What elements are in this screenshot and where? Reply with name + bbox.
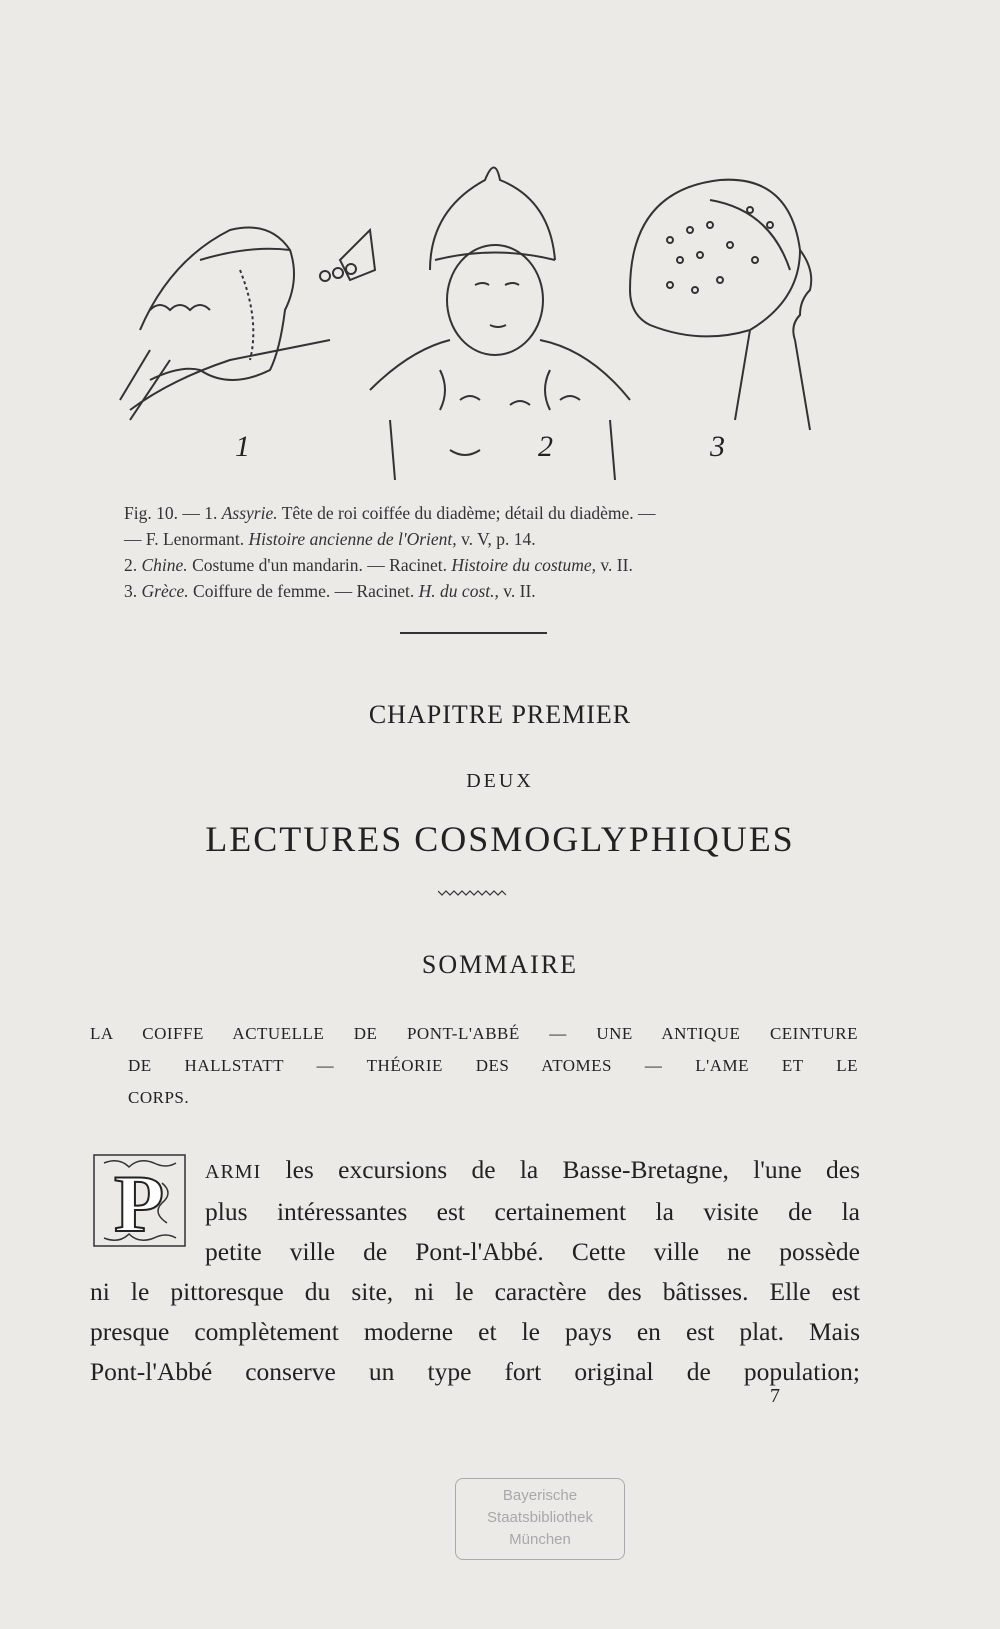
caption-italic: Histoire ancienne de l'Orient, (248, 529, 457, 549)
figure-number-1: 1 (235, 430, 250, 463)
caption-italic: Grèce. (141, 581, 189, 601)
caption-text: — F. Lenormant. (124, 529, 249, 549)
figure-caption (124, 500, 844, 604)
caption-italic: Assyrie. (221, 503, 278, 523)
stamp-line: Bayerische (502, 1487, 578, 1504)
separator-rule (400, 632, 547, 634)
summary-line: LA COIFFE ACTUELLE DE PONT-L'ABBÉ — UNE ANTIQUE CEINTURE (90, 1024, 858, 1043)
body-line: ni le pittoresque du site, ni le caractère des bâtisses. Elle est (90, 1277, 860, 1306)
sommaire-heading: SOMMAIRE (421, 950, 579, 979)
body-line: petite ville de Pont-l'Abbé. Cette ville ne possède (205, 1237, 860, 1266)
stamp-line: Staatsbibliothek (487, 1509, 593, 1526)
caption-line (124, 552, 844, 578)
page-number: 7 (770, 1385, 780, 1407)
figure-number-2: 2 (538, 430, 553, 463)
body-line: presque complètement moderne et le pays en est plat. Mais (90, 1317, 860, 1346)
caption-text: 2. (124, 555, 142, 575)
caption-text: Fig. 10. — 1. (124, 503, 222, 523)
caption-italic: H. du cost., (418, 581, 499, 601)
caption-italic: Chine. (141, 555, 188, 575)
body-line-text: les excursions de la Basse-Bretagne, l'une des (261, 1155, 860, 1184)
caption-text: v. II. (596, 555, 633, 575)
stamp-line: München (509, 1531, 571, 1548)
assyrian-king-head-drawing (120, 228, 375, 421)
figure-illustrations (110, 150, 870, 490)
caption-line (124, 526, 844, 552)
body-paragraph (90, 1150, 860, 1392)
figure-drawing (110, 150, 870, 490)
caption-text: v. II. (498, 581, 536, 601)
chapter-subtitle: DEUX (466, 770, 534, 792)
caption-text: 3. (124, 581, 142, 601)
caption-text: v. V, p. 14. (456, 529, 536, 549)
caption-line (124, 578, 844, 604)
greek-coiffure-drawing (630, 180, 811, 430)
summary-line: CORPS. (128, 1088, 190, 1107)
summary-line: DE HALLSTATT — THÉORIE DES ATOMES — L'AME ET LE (128, 1056, 858, 1075)
caption-text: Tête de roi coiffée du diadème; détail du diadème. — (277, 503, 656, 523)
chapter-title: CHAPITRE PREMIER (368, 700, 632, 729)
caption-italic: Histoire du costume, (451, 555, 597, 575)
mandarin-costume-drawing (370, 168, 630, 481)
caption-line (124, 500, 844, 526)
svg-text:P: P (114, 1158, 165, 1248)
figure-number-3: 3 (710, 430, 725, 463)
wavy-ornament (438, 888, 508, 898)
body-line (90, 1150, 860, 1192)
small-caps-word: ARMI (205, 1161, 262, 1183)
caption-text: Costume d'un mandarin. — Racinet. (187, 555, 452, 575)
library-stamp (455, 1478, 625, 1560)
caption-text: Coiffure de femme. — Racinet. (188, 581, 419, 601)
body-line: plus intéressantes est certainement la visite de la (205, 1197, 860, 1226)
chapter-heading: LECTURES COSMOGLYPHIQUES (205, 819, 795, 859)
chapter-summary (90, 1018, 858, 1114)
body-line: Pont-l'Abbé conserve un type fort original de population; (90, 1357, 860, 1386)
